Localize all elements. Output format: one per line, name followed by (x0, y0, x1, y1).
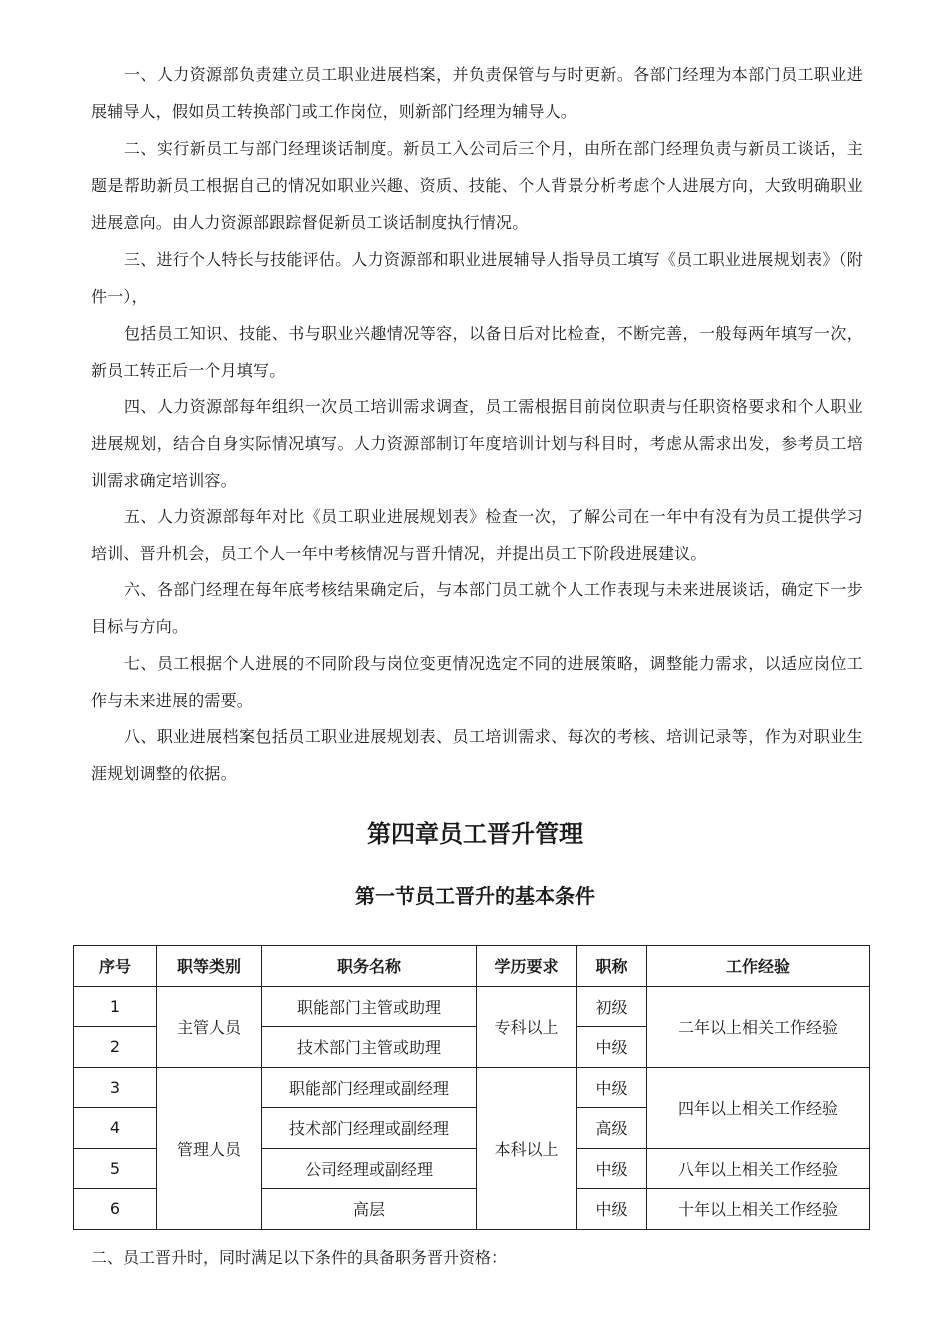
cell-position: 技术部门主管或助理 (262, 1027, 477, 1068)
cell-category: 主管人员 (157, 986, 262, 1067)
cell-no: 3 (74, 1067, 157, 1108)
promotion-requirements-table (73, 945, 870, 1230)
cell-experience: 八年以上相关工作经验 (647, 1148, 870, 1189)
section-next-item: 二、员工晋升时，同时满足以下条件的具备职务晋升资格： (91, 1248, 508, 1267)
header-experience: 工作经验 (647, 946, 870, 987)
cell-position: 技术部门经理或副经理 (262, 1108, 477, 1149)
paragraph-7: 七、员工根据个人进展的不同阶段与岗位变更情况选定不同的进展策略，调整能力需求，以适应岗位工作与未来进展的需要。 (91, 654, 863, 710)
cell-experience: 十年以上相关工作经验 (647, 1189, 870, 1230)
cell-rank: 中级 (577, 1189, 647, 1230)
header-position: 职务名称 (262, 946, 477, 987)
cell-rank: 中级 (577, 1148, 647, 1189)
cell-experience: 二年以上相关工作经验 (647, 986, 870, 1067)
header-category: 职等类别 (157, 946, 262, 987)
cell-experience: 四年以上相关工作经验 (647, 1067, 870, 1148)
chapter-title: 第四章员工晋升管理 (367, 820, 583, 848)
cell-no: 4 (74, 1108, 157, 1149)
cell-rank: 初级 (577, 986, 647, 1027)
cell-position: 高层 (262, 1189, 477, 1230)
cell-rank: 中级 (577, 1067, 647, 1108)
table-header-row (74, 946, 870, 987)
cell-no: 1 (74, 986, 157, 1027)
paragraph-8: 八、职业进展档案包括员工职业进展规划表、员工培训需求、每次的考核、培训记录等，作为对职业生涯规划调整的依据。 (91, 727, 863, 783)
cell-position: 职能部门主管或助理 (262, 986, 477, 1027)
section-title: 第一节员工晋升的基本条件 (355, 884, 595, 908)
cell-education: 本科以上 (477, 1067, 577, 1229)
paragraph-3-continued: 包括员工知识、技能、书与职业兴趣情况等容，以备日后对比检查，不断完善，一般每两年填写一次，新员工转正后一个月填写。 (91, 324, 863, 380)
paragraph-4: 四、人力资源部每年组织一次员工培训需求调查，员工需根据目前岗位职责与任职资格要求和个人职业进展规划，结合自身实际情况填写。人力资源部制订年度培训计划与科目时，考虑从需求出发，参考员工培训需求确定培训容。 (91, 397, 863, 490)
cell-no: 6 (74, 1189, 157, 1230)
table-row (74, 1067, 870, 1108)
cell-position: 职能部门经理或副经理 (262, 1067, 477, 1108)
paragraph-5: 五、人力资源部每年对比《员工职业进展规划表》检查一次，了解公司在一年中有没有为员工提供学习培训、晋升机会，员工个人一年中考核情况与晋升情况，并提出员工下阶段进展建议。 (91, 507, 863, 563)
cell-education: 专科以上 (477, 986, 577, 1067)
cell-rank: 中级 (577, 1027, 647, 1068)
paragraph-2: 二、实行新员工与部门经理谈话制度。新员工入公司后三个月，由所在部门经理负责与新员工谈话，主题是帮助新员工根据自己的情况如职业兴趣、资质、技能、个人背景分析考虑个人进展方向，大致明确职业进展意向。由人力资源部跟踪督促新员工谈话制度执行情况。 (91, 139, 863, 232)
header-no: 序号 (74, 946, 157, 987)
paragraph-1: 一、人力资源部负责建立员工职业进展档案，并负责保管与与时更新。各部门经理为本部门员工职业进展辅导人，假如员工转换部门或工作岗位，则新部门经理为辅导人。 (91, 65, 863, 121)
paragraph-3: 三、进行个人特长与技能评估。人力资源部和职业进展辅导人指导员工填写《员工职业进展规划表》（附件一）， (91, 250, 863, 306)
header-rank: 职称 (577, 946, 647, 987)
header-education: 学历要求 (477, 946, 577, 987)
cell-no: 2 (74, 1027, 157, 1068)
cell-category: 管理人员 (157, 1067, 262, 1229)
cell-rank: 高级 (577, 1108, 647, 1149)
paragraph-6: 六、各部门经理在每年底考核结果确定后，与本部门员工就个人工作表现与未来进展谈话，确定下一步目标与方向。 (91, 580, 863, 636)
table-row (74, 986, 870, 1027)
cell-position: 公司经理或副经理 (262, 1148, 477, 1189)
cell-no: 5 (74, 1148, 157, 1189)
